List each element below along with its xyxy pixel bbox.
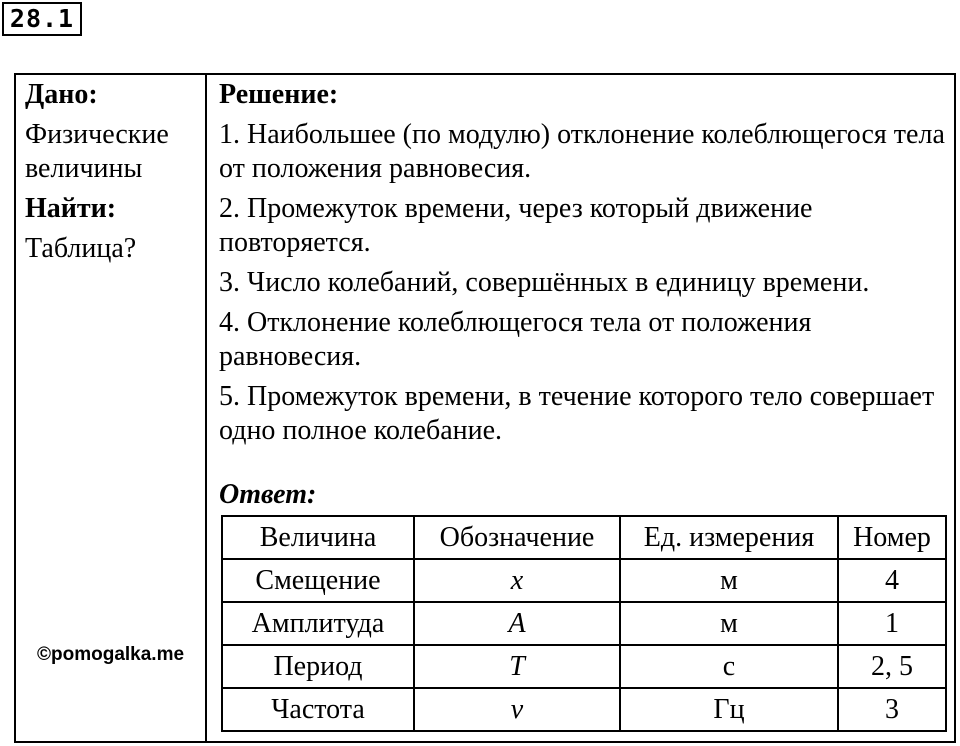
answer-label: Ответ: <box>219 479 317 510</box>
solution-item-5: 5. Промежуток времени, в течение которого тело совершает одно полное колебание. <box>219 381 935 446</box>
solution-heading: Решение: <box>219 79 339 110</box>
header-symbol: Обозначение <box>414 516 620 559</box>
answer-table <box>221 515 947 732</box>
solution-item-1: 1. Наибольшее (по модулю) отклонение колеблющегося тела от положения равновесия. <box>219 119 945 184</box>
cell-number: 1 <box>838 602 946 645</box>
cell-number: 4 <box>838 559 946 602</box>
watermark: ©pomogalka.me <box>37 644 185 665</box>
given-heading: Дано: <box>25 79 98 110</box>
cell-symbol: x <box>414 559 620 602</box>
cell-quantity: Смещение <box>222 559 414 602</box>
cell-number: 2, 5 <box>838 645 946 688</box>
given-text: Физические величины <box>25 119 169 184</box>
solution-item-3: 3. Число колебаний, совершённых в единицу времени. <box>219 267 870 298</box>
cell-number: 3 <box>838 688 946 731</box>
cell-symbol: T <box>414 645 620 688</box>
problem-number: 28.1 <box>2 2 82 36</box>
cell-symbol: ν <box>414 688 620 731</box>
table-header-row <box>222 516 946 559</box>
cell-unit: Гц <box>620 688 838 731</box>
cell-unit: м <box>620 559 838 602</box>
cell-unit: м <box>620 602 838 645</box>
given-column <box>25 78 203 272</box>
find-heading: Найти: <box>25 193 117 224</box>
header-quantity: Величина <box>222 516 414 559</box>
solution-column <box>219 78 949 454</box>
header-unit: Ед. измерения <box>620 516 838 559</box>
table-row <box>222 645 946 688</box>
table-row <box>222 688 946 731</box>
cell-quantity: Частота <box>222 688 414 731</box>
find-text: Таблица? <box>25 233 137 264</box>
table-row <box>222 559 946 602</box>
solution-item-2: 2. Промежуток времени, через который движение повторяется. <box>219 193 813 258</box>
header-number: Номер <box>838 516 946 559</box>
cell-quantity: Период <box>222 645 414 688</box>
column-divider <box>205 73 207 743</box>
cell-unit: с <box>620 645 838 688</box>
cell-quantity: Амплитуда <box>222 602 414 645</box>
cell-symbol: A <box>414 602 620 645</box>
table-row <box>222 602 946 645</box>
solution-item-4: 4. Отклонение колеблющегося тела от положения равновесия. <box>219 307 812 372</box>
